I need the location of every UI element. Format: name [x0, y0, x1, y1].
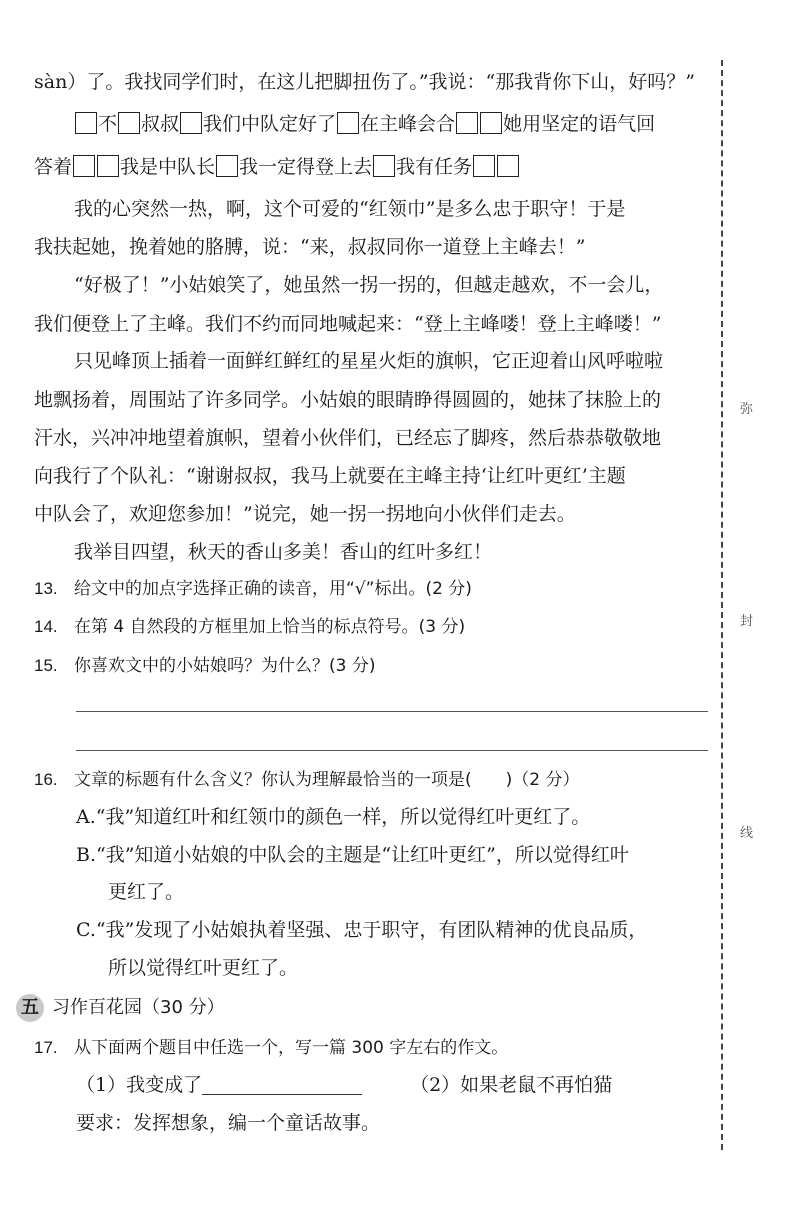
question-14 [34, 613, 714, 641]
passage-fragment: 叔叔 [141, 113, 180, 135]
question-text: 文章的标题有什么含义？你认为理解最恰当的一项是( )（2 分） [74, 770, 580, 790]
section-badge: 五 [16, 994, 44, 1022]
punct-box[interactable] [456, 112, 478, 134]
essay-topic-2: （2）如果老鼠不再怕猫 [410, 1074, 613, 1096]
question-number: 15. [34, 656, 58, 675]
question-number: 16. [34, 770, 58, 789]
passage-fragment: 不 [98, 113, 118, 135]
punct-box[interactable] [97, 155, 119, 177]
passage-line-6: “好极了！”小姑娘笑了，她虽然一拐一拐的，但越走越欢，不一会儿， [74, 274, 664, 296]
passage-fragment: 我们中队定好了 [203, 113, 337, 135]
section-5-header [16, 993, 225, 1022]
passage-line-1: sàn）了。我找同学们时，在这儿把脚扭伤了。”我说：“那我背你下山，好吗？” [34, 71, 695, 93]
cut-label-feng: 封 [740, 614, 754, 629]
answer-line[interactable] [76, 750, 708, 751]
question-text: 给文中的加点字选择正确的读音，用“√”标出。(2 分) [74, 579, 472, 599]
question-number: 13. [34, 579, 58, 598]
passage-line-9: 地飘扬着，周围站了许多同学。小姑娘的眼睛睁得圆圆的，她抹了抹脸上的 [34, 389, 662, 411]
passage-fragment: 答着 [34, 156, 73, 178]
option-a[interactable]: A.“我”知道红叶和红领巾的颜色一样，所以觉得红叶更红了。 [76, 806, 591, 828]
seal-cut-line [721, 60, 723, 1150]
punct-box[interactable] [497, 155, 519, 177]
passage-fragment: 我有任务 [396, 156, 473, 178]
punct-box[interactable] [216, 155, 238, 177]
punct-box[interactable] [73, 155, 95, 177]
passage-fragment: 在主峰会合 [360, 113, 456, 135]
passage-line-11: 向我行了个队礼：“谢谢叔叔，我马上就要在主峰主持‘让红叶更红’主题 [34, 465, 626, 487]
answer-line[interactable] [76, 711, 708, 712]
essay-topics [76, 1071, 716, 1099]
cut-label-xian: 线 [740, 826, 754, 841]
punct-box[interactable] [180, 112, 202, 134]
passage-line-4: 我的心突然一热，啊，这个可爱的“红领巾”是多么忠于职守！于是 [74, 198, 626, 220]
topic-blank[interactable] [202, 1076, 362, 1095]
section-title: 习作百花园（30 分） [52, 997, 225, 1018]
punctuation-paragraph-line-2 [34, 153, 714, 181]
question-number: 17. [34, 1038, 58, 1057]
punct-box[interactable] [337, 112, 359, 134]
passage-line-12: 中队会了，欢迎您参加！”说完，她一拐一拐地向小伙伴们走去。 [34, 503, 576, 525]
question-text: 在第 4 自然段的方框里加上恰当的标点符号。(3 分) [74, 617, 466, 637]
passage-line-5: 我扶起她，挽着她的胳膊，说：“来，叔叔同你一道登上主峰去！” [34, 236, 586, 258]
option-c[interactable]: C.“我”发现了小姑娘执着坚强、忠于职守，有团队精神的优良品质， [76, 919, 648, 941]
question-text: 你喜欢文中的小姑娘吗？为什么？(3 分) [74, 656, 376, 676]
passage-line-10: 汗水，兴冲冲地望着旗帜，望着小伙伴们，已经忘了脚疼，然后恭恭敬敬地 [34, 427, 662, 449]
option-c-continued: 所以觉得红叶更红了。 [108, 957, 299, 979]
question-13 [34, 575, 714, 603]
passage-line-8: 只见峰顶上插着一面鲜红鲜红的星星火炬的旗帜，它正迎着山风呼啦啦 [74, 350, 664, 372]
punct-box[interactable] [480, 112, 502, 134]
punct-box[interactable] [473, 155, 495, 177]
option-b[interactable]: B.“我”知道小姑娘的中队会的主题是“让红叶更红”，所以觉得红叶 [76, 844, 629, 866]
question-number: 14. [34, 617, 58, 636]
passage-line-13: 我举目四望，秋天的香山多美！香山的红叶多红！ [74, 541, 493, 563]
essay-requirement: 要求：发挥想象，编一个童话故事。 [76, 1112, 381, 1134]
punct-box[interactable] [75, 112, 97, 134]
punct-box[interactable] [373, 155, 395, 177]
passage-line-7: 我们便登上了主峰。我们不约而同地喊起来：“登上主峰喽！登上主峰喽！” [34, 313, 662, 335]
essay-topic-1: （1）我变成了 [76, 1074, 203, 1096]
cut-label-mi: 弥 [740, 402, 754, 417]
question-text: 从下面两个题目中任选一个，写一篇 300 字左右的作文。 [74, 1038, 509, 1058]
punct-box[interactable] [118, 112, 140, 134]
passage-fragment: 她用坚定的语气回 [503, 113, 656, 135]
question-16 [34, 766, 714, 794]
question-17 [34, 1034, 714, 1062]
passage-fragment: 我一定得登上去 [239, 156, 373, 178]
question-15 [34, 652, 714, 680]
option-b-continued: 更红了。 [108, 881, 185, 903]
punctuation-paragraph-line-1 [34, 110, 754, 138]
passage-fragment: 我是中队长 [120, 156, 216, 178]
